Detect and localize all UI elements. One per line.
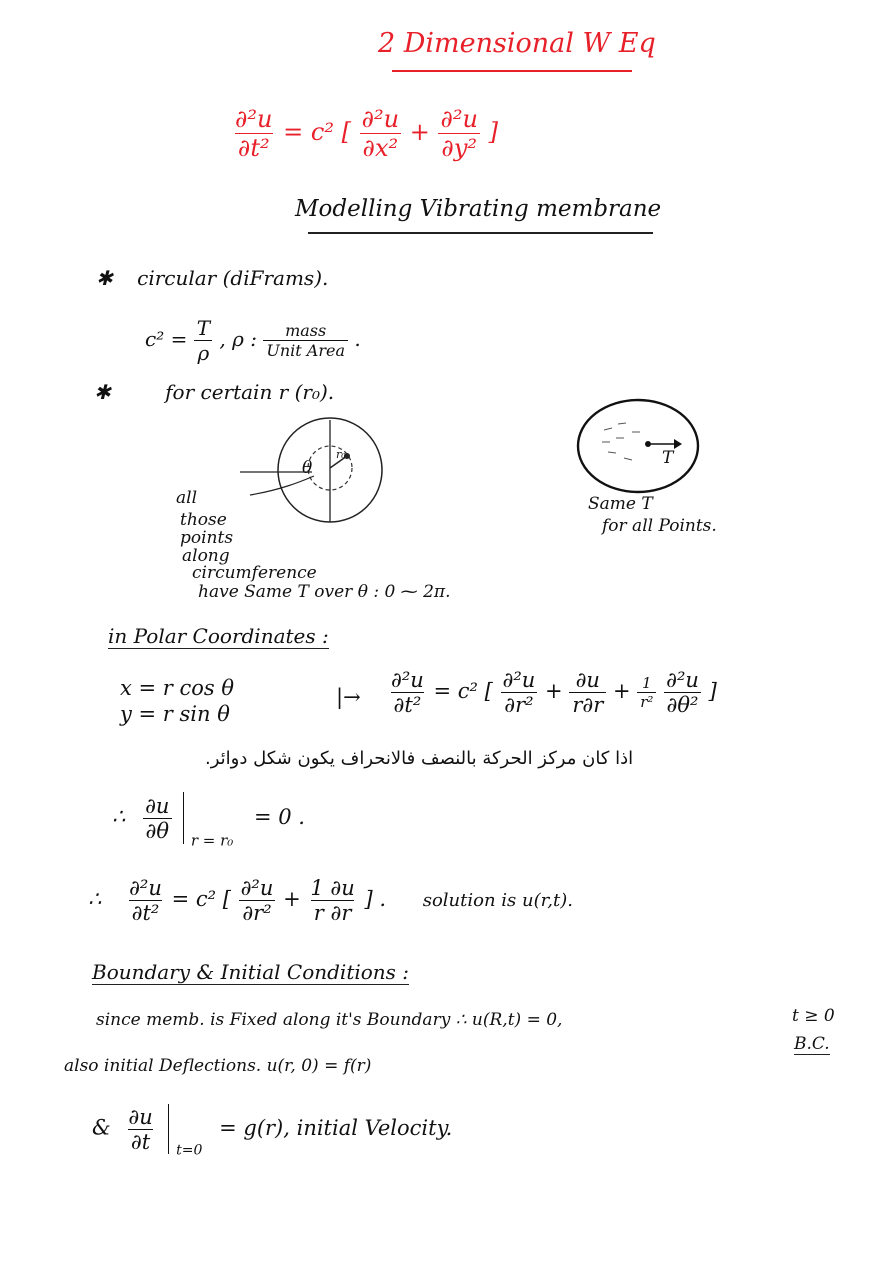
bullet-certain-r (94, 380, 334, 404)
eq-sign: = c² [ (283, 118, 351, 146)
t-condition: t ≥ 0 (792, 1006, 835, 1026)
du-dt-den: ∂t (128, 1129, 153, 1154)
bc-heading: Boundary & Initial Conditions : (92, 960, 410, 984)
du-dt (125, 1105, 155, 1154)
lhs-den: ∂t² (235, 133, 273, 162)
polar-a-den: ∂r² (501, 692, 536, 717)
velocity-rest: = g(r), initial Velocity. (219, 1115, 453, 1140)
polar-lhs-num: ∂²u (391, 668, 424, 692)
star-icon: ✱ (96, 266, 113, 290)
right-note-2: for all Points. (602, 516, 717, 536)
plus-sign: + (409, 118, 430, 146)
polar-lhs-den: ∂t² (391, 692, 425, 717)
eval-bar (168, 1104, 169, 1154)
polar-b-num: ∂u (575, 668, 600, 692)
eval-sub: r = r₀ (190, 831, 234, 850)
polar-b-den: r∂r (569, 692, 606, 717)
arrow-head (674, 439, 682, 449)
t-num: T (196, 316, 211, 340)
term2-fraction (437, 105, 481, 162)
polar-coef (637, 674, 656, 711)
term2-num: ∂²u (440, 105, 478, 133)
polar-coef-num: 1 (642, 674, 652, 692)
note-all: all (176, 488, 198, 508)
polar-lhs (388, 668, 427, 717)
dash-marks (602, 423, 640, 460)
bullet-circular (96, 266, 328, 290)
polar-a-num: ∂²u (502, 668, 536, 692)
rho-den: ρ (194, 340, 212, 365)
right-circle-diagram (574, 398, 704, 498)
polar-c-num: ∂²u (666, 668, 699, 692)
mass-num: mass (285, 321, 327, 340)
membrane-circle (578, 400, 698, 492)
polar-term-b (569, 668, 606, 717)
note-circumference: circumference (192, 563, 317, 583)
bc-label: B.C. (794, 1034, 830, 1054)
left-circle-diagram (230, 410, 410, 540)
note-points: points (180, 528, 234, 548)
velocity-line (92, 1104, 452, 1159)
radial-term-b (307, 876, 357, 925)
note-those: those (180, 510, 227, 530)
polar-eq: = c² [ (433, 679, 493, 703)
radial-plus: + (283, 887, 301, 911)
radial-a-num: ∂²u (240, 876, 274, 900)
right-note-1: Same T (588, 494, 653, 514)
c2-lhs: c² = (145, 327, 194, 351)
arabic-note: اذا كان مركز الحركة بالنصف فالانحراف يكون شكل دوائر. (205, 748, 634, 769)
radial-lhs-den: ∂t² (129, 900, 163, 925)
radial-term-a (238, 876, 277, 925)
lhs-fraction (232, 105, 276, 162)
polar-plus-2: + (612, 679, 631, 703)
polar-heading: in Polar Coordinates : (108, 624, 329, 648)
radial-eq: = c² [ (171, 887, 231, 911)
since-line: since memb. is Fixed along it's Boundary ∴ u(R,t) = 0, (96, 1010, 563, 1030)
du-dtheta-den: ∂θ (143, 818, 173, 843)
c2-end: . (354, 327, 361, 351)
radial-close: ] . (364, 887, 387, 911)
polar-y: y = r sin θ (120, 702, 230, 726)
therefore-radial (88, 876, 573, 925)
polar-close: ] (708, 679, 717, 703)
page-title: 2 Dimensional W Eq (378, 28, 656, 59)
radial-b-num: 1 ∂u (310, 876, 355, 900)
polar-term-a (500, 668, 539, 717)
term1-fraction (359, 105, 403, 162)
radial-b-den: r ∂r (311, 900, 355, 925)
note-along: along (182, 546, 230, 566)
r0-label: r₀ (336, 448, 346, 461)
polar-arrow: |→ (336, 685, 361, 709)
polar-wave-equation (388, 668, 717, 717)
eval-bar (183, 792, 184, 844)
bullet-certain-r-text: for certain r (r₀). (165, 380, 335, 404)
rho-sep: , ρ : (219, 327, 257, 351)
radial-lhs-num: ∂²u (129, 876, 162, 900)
title-underline (392, 70, 632, 72)
wave-equation (232, 105, 498, 162)
theta-label: θ (302, 458, 313, 478)
term1-den: ∂x² (360, 133, 402, 162)
therefore-icon: ∴ (112, 804, 126, 829)
term1-num: ∂²u (361, 105, 400, 133)
radial-a-den: ∂r² (239, 900, 274, 925)
ampersand: & (92, 1115, 111, 1140)
therefore-icon: ∴ (88, 887, 102, 911)
also-line: also initial Deflections. u(r, 0) = f(r) (64, 1056, 372, 1076)
t-over-rho (194, 316, 213, 365)
polar-c-den: ∂θ² (664, 692, 702, 717)
pointer-curve (250, 476, 314, 495)
star-icon: ✱ (94, 380, 111, 404)
du-dtheta (142, 794, 172, 843)
lhs-num: ∂²u (235, 105, 273, 133)
polar-term-c (663, 668, 702, 717)
polar-coef-den: r² (637, 692, 656, 711)
term2-den: ∂y² (438, 133, 480, 162)
polar-plus-1: + (545, 679, 563, 703)
therefore-theta (112, 792, 305, 850)
tension-label: T (662, 448, 674, 468)
c-squared-line (145, 316, 361, 365)
solution-text: solution is u(r,t). (422, 890, 573, 911)
du-dtheta-num: ∂u (145, 793, 170, 818)
close-bracket: ] (488, 118, 498, 146)
unit-area-den: Unit Area (263, 340, 348, 360)
mass-over-area (263, 321, 348, 360)
radial-lhs (126, 876, 165, 925)
therefore-theta-rest: = 0 . (253, 804, 305, 829)
heading-underline (308, 232, 653, 234)
polar-x: x = r cos θ (120, 676, 235, 700)
note-same-t: have Same T over θ : 0 ⁓ 2π. (198, 582, 451, 602)
section-heading: Modelling Vibrating membrane (295, 196, 662, 222)
bullet-circular-text: circular (diFrams). (137, 266, 329, 290)
eval-sub-t: t=0 (176, 1142, 203, 1159)
du-dt-num: ∂u (128, 1104, 153, 1129)
